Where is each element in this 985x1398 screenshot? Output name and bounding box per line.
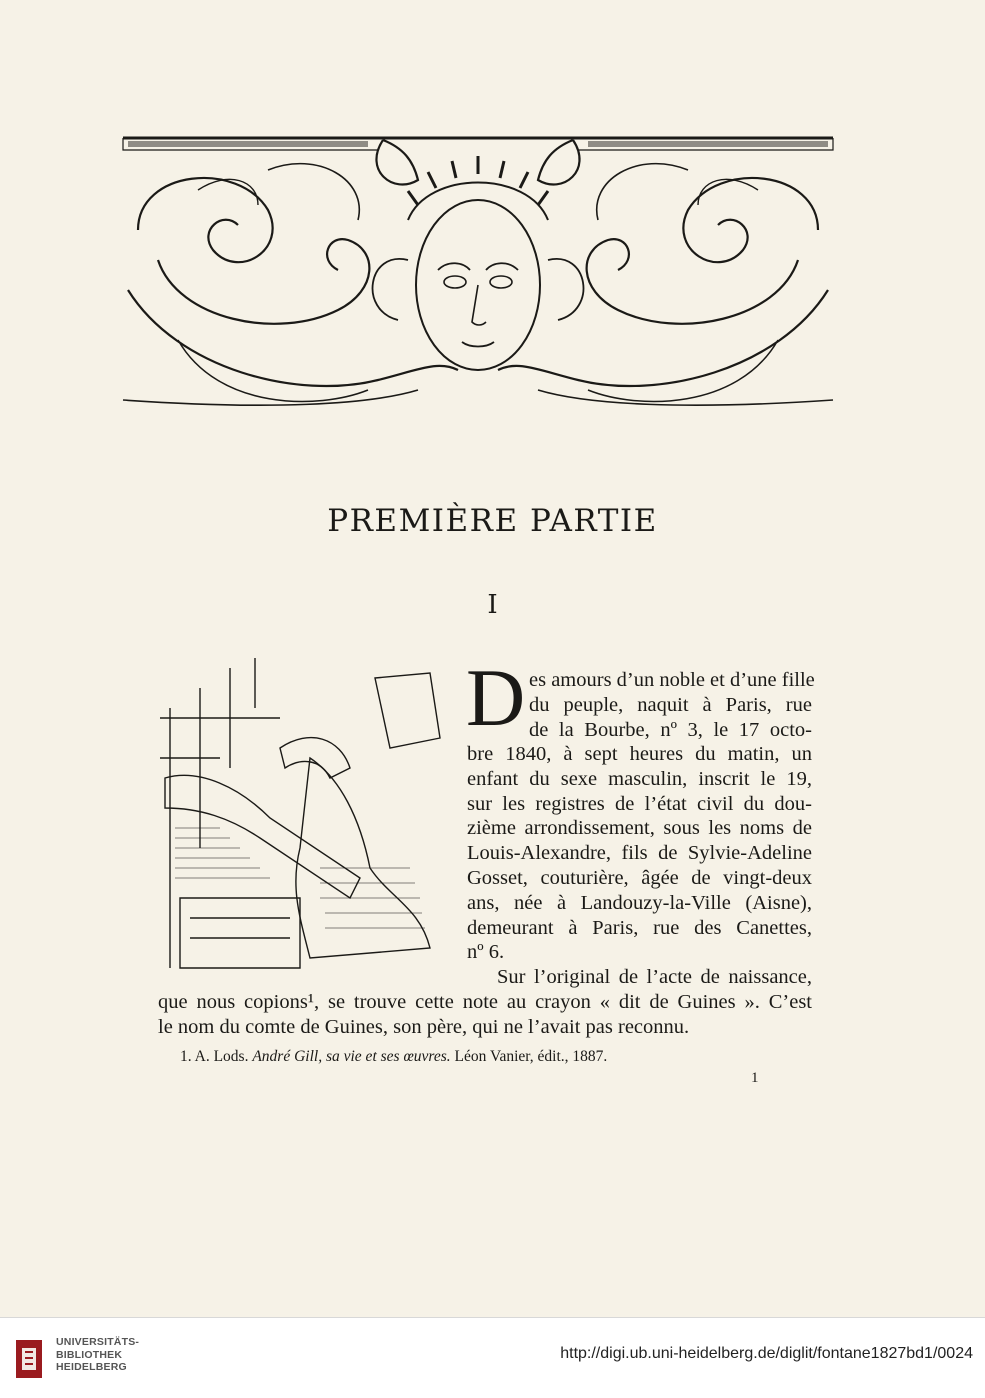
text-line: Gosset, couturière, âgée de vingt-deux	[467, 866, 812, 889]
text-line: es amours d’un noble et d’une fille	[529, 669, 815, 691]
text-line: que nous copions¹, se trouve cette note au crayon « dit de Guines ». C’est	[158, 991, 812, 1013]
artist-vignette-illustration	[160, 648, 450, 973]
text-line: bre 1840, à sept heures du matin, un	[467, 743, 812, 765]
page-number: 1	[751, 1070, 759, 1086]
library-name	[56, 1336, 139, 1374]
university-library-logo-icon	[12, 1334, 48, 1384]
text-line: ans, née à Landouzy-la-Ville (Aisne),	[467, 891, 812, 914]
library-name-line: UNIVERSITÄTS-	[56, 1336, 140, 1348]
text-line: nº 6.	[467, 941, 505, 964]
footnote	[180, 1048, 607, 1066]
part-title: PREMIÈRE PARTIE	[327, 503, 658, 539]
text-line: le nom du comte de Guines, son père, qui ne l’avait pas reconnu.	[158, 1015, 690, 1038]
library-name-line: HEIDELBERG	[56, 1361, 127, 1373]
paragraph-1-body	[467, 742, 812, 965]
permalink-url[interactable]: http://digi.ub.uni-heidelberg.de/diglit/fontane1827bd1/0024	[560, 1345, 973, 1362]
ornamental-headpiece	[118, 110, 838, 430]
text-line: enfant du sexe masculin, inscrit le 19,	[467, 767, 812, 790]
footnote-publisher: Léon Vanier, édit., 1887.	[454, 1048, 608, 1065]
text-line: de la Bourbe, nº 3, le 17 octo-	[529, 718, 812, 741]
paragraph-2-body	[158, 990, 812, 1040]
text-line: sur les registres de l’état civil du dou-	[467, 792, 812, 815]
text-line: Sur l’original de l’acte de naissance,	[497, 966, 812, 988]
text-line: du peuple, naquit à Paris, rue	[529, 693, 812, 716]
paragraph-1-head	[529, 668, 815, 742]
text-line: demeurant à Paris, rue des Canettes,	[467, 916, 812, 939]
footnote-number: 1. A. Lods.	[180, 1048, 249, 1065]
footnote-title: André Gill, sa vie et ses œuvres.	[252, 1048, 451, 1065]
text-line: Louis-Alexandre, fils de Sylvie-Adeline	[467, 842, 812, 865]
library-footer-bar	[0, 1317, 985, 1398]
drop-cap: D	[466, 652, 526, 743]
text-line: zième arrondissement, sous les noms de	[467, 817, 812, 840]
paragraph-2-head	[497, 965, 812, 990]
library-name-line: BIBLIOTHEK	[56, 1348, 123, 1361]
chapter-number: I	[487, 590, 498, 620]
